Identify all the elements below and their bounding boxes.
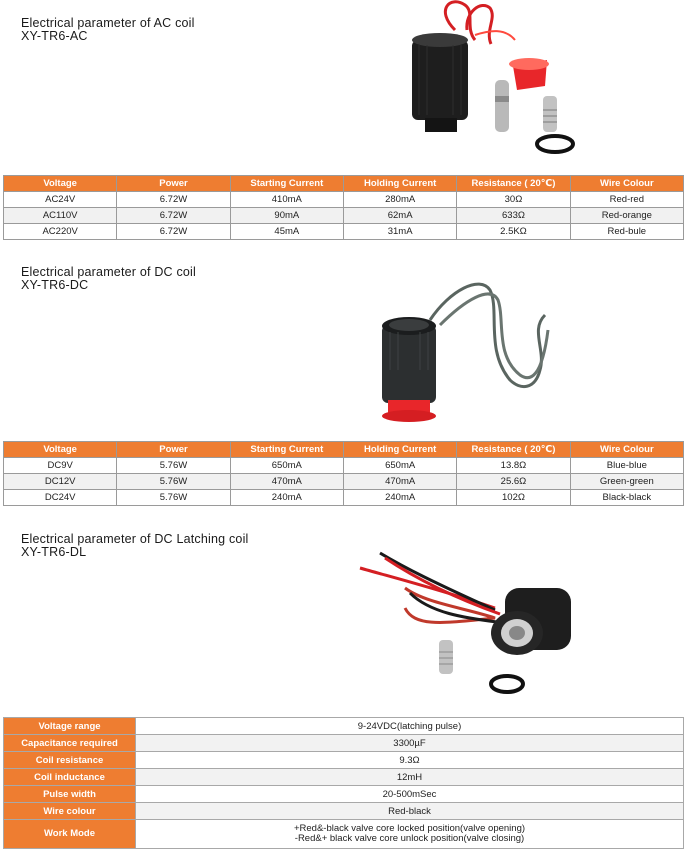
row-value: 9-24VDC(latching pulse) bbox=[136, 718, 684, 735]
row-label: Wire colour bbox=[4, 803, 136, 820]
cell: 6.72W bbox=[117, 208, 230, 224]
table-row bbox=[4, 735, 684, 752]
cell: Black-black bbox=[570, 490, 683, 506]
row-value: 3300µF bbox=[136, 735, 684, 752]
col-wire-colour: Wire Colour bbox=[570, 442, 683, 458]
cell: 5.76W bbox=[117, 490, 230, 506]
cell: 410mA bbox=[230, 192, 343, 208]
col-power: Power bbox=[117, 176, 230, 192]
cell: 31mA bbox=[343, 224, 456, 240]
ac-coil-top bbox=[412, 33, 468, 47]
work-mode-line-1: +Red&-black valve core locked position(valve opening) bbox=[293, 823, 526, 834]
dc-coil-photo bbox=[370, 270, 570, 430]
dc-header-row bbox=[4, 442, 684, 458]
dc-title: Electrical parameter of DC coil bbox=[21, 265, 197, 279]
cell: AC24V bbox=[4, 192, 117, 208]
cell: 470mA bbox=[343, 474, 456, 490]
row-label: Coil inductance bbox=[4, 769, 136, 786]
cell: DC24V bbox=[4, 490, 117, 506]
cell: 2.5KΩ bbox=[457, 224, 570, 240]
col-resistance: Resistance ( 20℃) bbox=[457, 442, 570, 458]
dc-wire-1 bbox=[430, 284, 545, 386]
cell: DC9V bbox=[4, 458, 117, 474]
cell: Red-bule bbox=[570, 224, 683, 240]
cell: 45mA bbox=[230, 224, 343, 240]
cell: 6.72W bbox=[117, 224, 230, 240]
ac-red-wire-3 bbox=[475, 31, 515, 40]
cell: 90mA bbox=[230, 208, 343, 224]
col-starting-current: Starting Current bbox=[230, 442, 343, 458]
cell: 102Ω bbox=[457, 490, 570, 506]
ac-plunger bbox=[495, 80, 509, 132]
cell: 280mA bbox=[343, 192, 456, 208]
table-row bbox=[4, 192, 684, 208]
row-value: Red-black bbox=[136, 803, 684, 820]
col-voltage: Voltage bbox=[4, 176, 117, 192]
table-row bbox=[4, 786, 684, 803]
cell: Red-red bbox=[570, 192, 683, 208]
cell: 30Ω bbox=[457, 192, 570, 208]
cell: AC110V bbox=[4, 208, 117, 224]
cell: AC220V bbox=[4, 224, 117, 240]
cell: 650mA bbox=[343, 458, 456, 474]
dl-coil-photo bbox=[355, 548, 595, 698]
row-label: Coil resistance bbox=[4, 752, 136, 769]
col-voltage: Voltage bbox=[4, 442, 117, 458]
cell: DC12V bbox=[4, 474, 117, 490]
table-row bbox=[4, 820, 684, 849]
dl-spec-table bbox=[3, 717, 684, 849]
table-row bbox=[4, 490, 684, 506]
cell: 62mA bbox=[343, 208, 456, 224]
dl-model: XY-TR6-DL bbox=[21, 545, 87, 559]
row-value: 9.3Ω bbox=[136, 752, 684, 769]
row-label: Work Mode bbox=[4, 820, 136, 849]
cell: 650mA bbox=[230, 458, 343, 474]
cell: 240mA bbox=[230, 490, 343, 506]
row-value bbox=[136, 820, 684, 849]
ac-o-ring bbox=[537, 136, 573, 152]
cell: 25.6Ω bbox=[457, 474, 570, 490]
dl-plunger bbox=[439, 640, 453, 674]
table-row bbox=[4, 803, 684, 820]
cell: 240mA bbox=[343, 490, 456, 506]
cell: Blue-blue bbox=[570, 458, 683, 474]
col-wire-colour: Wire Colour bbox=[570, 176, 683, 192]
cell: 470mA bbox=[230, 474, 343, 490]
table-row bbox=[4, 769, 684, 786]
cell: Red-orange bbox=[570, 208, 683, 224]
ac-header-row bbox=[4, 176, 684, 192]
dl-section-title bbox=[21, 533, 249, 559]
table-row bbox=[4, 208, 684, 224]
ac-spring-core bbox=[543, 96, 557, 132]
ac-coil-photo bbox=[395, 0, 590, 160]
col-power: Power bbox=[117, 442, 230, 458]
dl-title: Electrical parameter of DC Latching coil bbox=[21, 532, 249, 546]
table-row bbox=[4, 224, 684, 240]
dc-spec-table bbox=[3, 441, 684, 506]
dc-section-title bbox=[21, 266, 196, 292]
work-mode-line-2: -Red&+ black valve core unlock position(valve closing) bbox=[294, 833, 525, 844]
col-resistance: Resistance ( 20℃) bbox=[457, 176, 570, 192]
dl-o-ring bbox=[491, 676, 523, 692]
table-row bbox=[4, 718, 684, 735]
col-starting-current: Starting Current bbox=[230, 176, 343, 192]
cell: 13.8Ω bbox=[457, 458, 570, 474]
cell: Green-green bbox=[570, 474, 683, 490]
table-row bbox=[4, 474, 684, 490]
ac-coil-base bbox=[425, 118, 457, 132]
cell: 5.76W bbox=[117, 458, 230, 474]
row-value: 12mH bbox=[136, 769, 684, 786]
row-value: 20-500mSec bbox=[136, 786, 684, 803]
cell: 633Ω bbox=[457, 208, 570, 224]
ac-model: XY-TR6-AC bbox=[21, 29, 88, 43]
col-holding-current: Holding Current bbox=[343, 442, 456, 458]
row-label: Capacitance required bbox=[4, 735, 136, 752]
ac-title: Electrical parameter of AC coil bbox=[21, 16, 195, 30]
col-holding-current: Holding Current bbox=[343, 176, 456, 192]
cell: 5.76W bbox=[117, 474, 230, 490]
cell: 6.72W bbox=[117, 192, 230, 208]
table-row bbox=[4, 458, 684, 474]
ac-coil-body bbox=[412, 40, 468, 120]
ac-spec-table bbox=[3, 175, 684, 240]
row-label: Voltage range bbox=[4, 718, 136, 735]
row-label: Pulse width bbox=[4, 786, 136, 803]
ac-section-title bbox=[21, 17, 195, 43]
dc-model: XY-TR6-DC bbox=[21, 278, 89, 292]
table-row bbox=[4, 752, 684, 769]
